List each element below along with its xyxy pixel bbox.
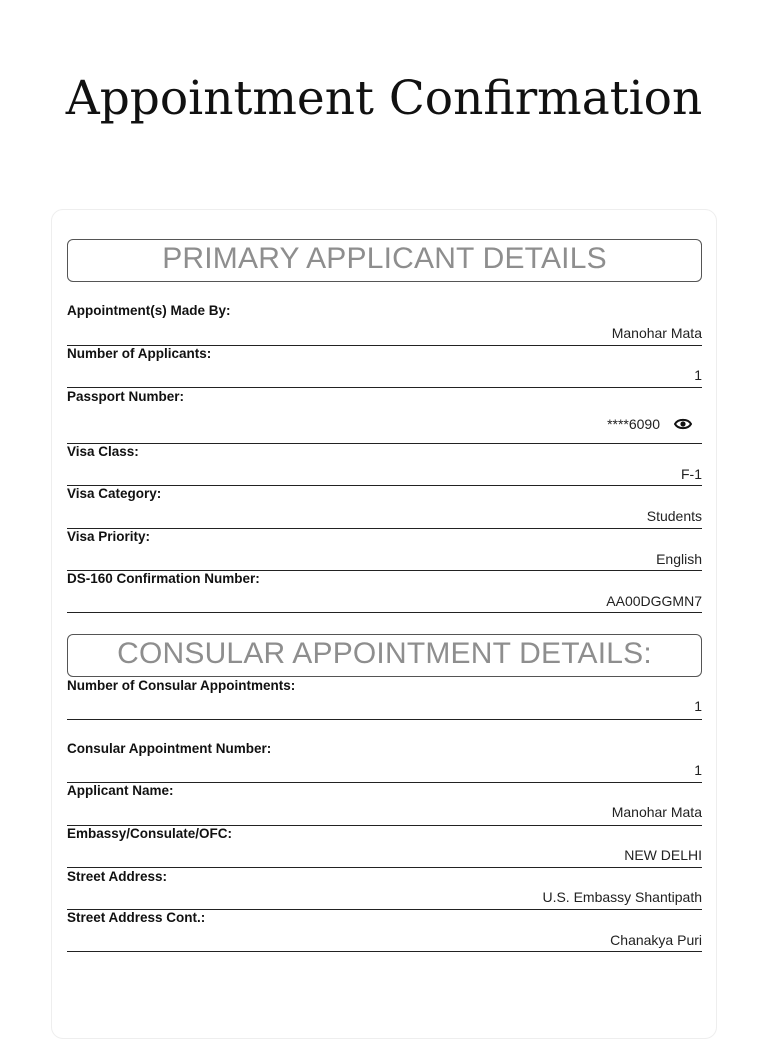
field-value: F-1 [681,466,702,482]
field-value: ****6090 [607,416,660,432]
field-label: Visa Priority: [67,529,151,544]
field-label: Visa Class: [67,444,139,459]
field-label: Embassy/Consulate/OFC: [67,826,233,841]
field-label: Street Address Cont.: [67,910,206,925]
field-visa-class [67,444,702,486]
field-value: NEW DELHI [624,847,702,863]
field-label: Street Address: [67,869,168,884]
field-value: 1 [694,762,702,778]
field-label: Passport Number: [67,389,185,404]
field-appointment-made-by [67,303,702,346]
field-number-of-consular-appointments [67,678,702,720]
primary-applicant-header: PRIMARY APPLICANT DETAILS [67,239,702,282]
field-value: U.S. Embassy Shantipath [542,889,702,905]
field-label: DS-160 Confirmation Number: [67,571,260,586]
field-value: 1 [694,367,702,383]
field-value: Manohar Mata [611,325,702,341]
field-label: Consular Appointment Number: [67,741,272,756]
field-applicant-name [67,783,702,826]
field-value: 1 [694,698,702,714]
field-street-address [67,869,702,910]
field-value: Students [646,508,702,524]
field-visa-priority [67,529,702,571]
field-value: AA00DGGMN7 [606,593,702,609]
eye-icon[interactable] [674,417,692,431]
field-passport-number [67,389,702,444]
page-title: Appointment Confirmation [65,71,703,126]
consular-appointment-header: CONSULAR APPOINTMENT DETAILS: [67,634,702,677]
field-embassy-consulate [67,826,702,868]
field-value: Manohar Mata [611,804,702,820]
field-value: Chanakya Puri [610,932,702,948]
field-visa-category [67,486,702,529]
field-number-of-applicants [67,346,702,388]
field-street-address-cont [67,910,702,952]
field-label: Visa Category: [67,486,162,501]
field-label: Applicant Name: [67,783,174,798]
field-label: Number of Applicants: [67,346,212,361]
field-label: Number of Consular Appointments: [67,678,296,693]
field-label: Appointment(s) Made By: [67,303,231,318]
field-value: English [656,551,702,567]
field-consular-appointment-number [67,741,702,783]
field-ds160-confirmation [67,571,702,613]
